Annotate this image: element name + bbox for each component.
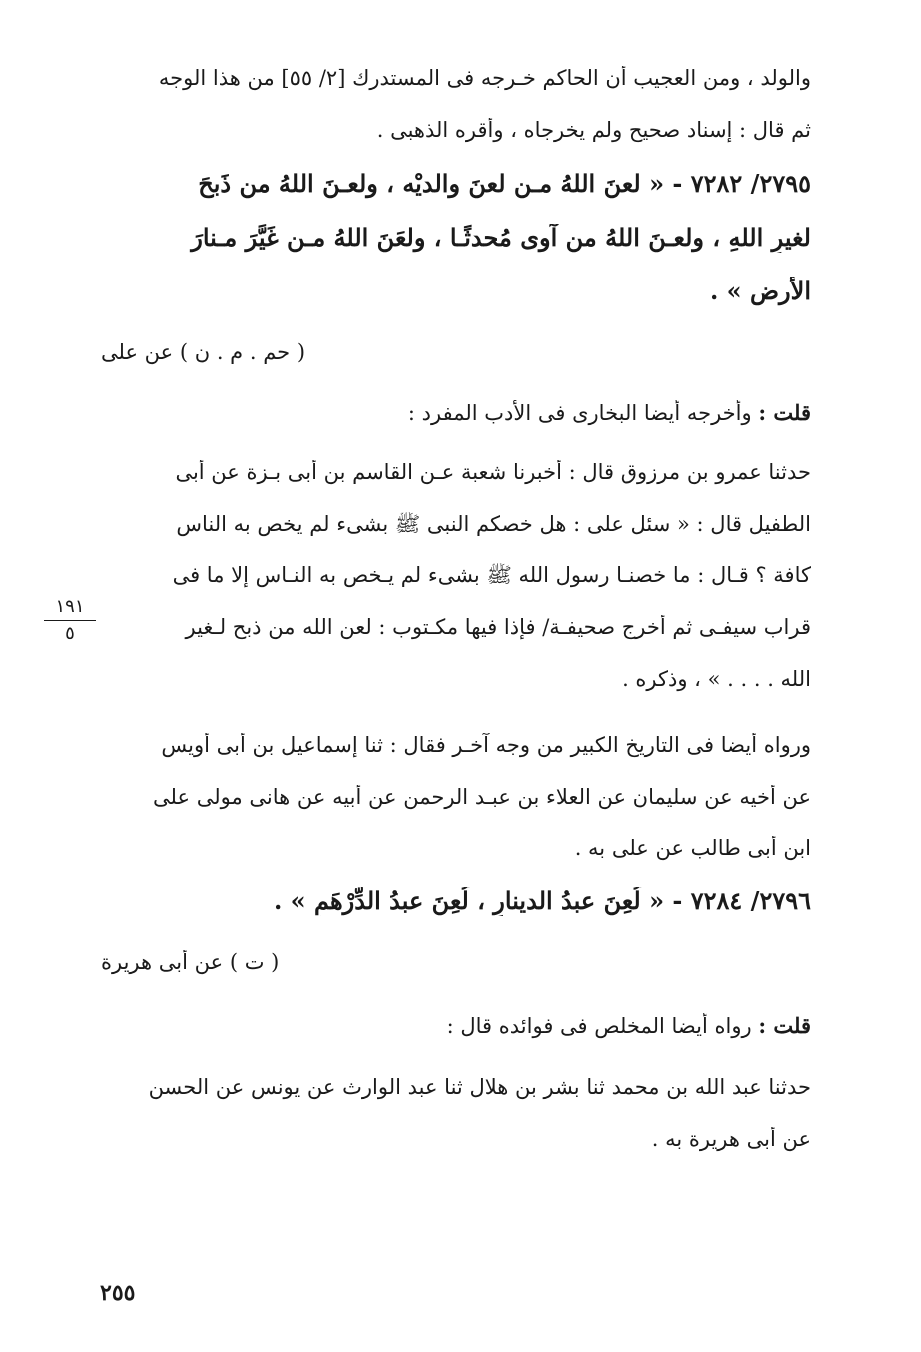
page-number: ٢٥٥ xyxy=(100,1280,136,1306)
hadith-source: ( ت ) عن أبى هريرة xyxy=(101,950,280,974)
hadith-line: ٢٧٩٥/ ٧٢٨٢ - « لعنَ اللهُ مـن لعنَ والديْه ، ولعـنَ اللهُ من ذَبحَ xyxy=(198,170,811,198)
text-line: ثم قال : إسناد صحيح ولم يخرجاه ، وأقره الذهبى . xyxy=(376,118,811,142)
text-line: والولد ، ومن العجيب أن الحاكم خـرجه فى المستدرك [٢/ ٥٥] من هذا الوجه xyxy=(158,66,811,90)
commentary-text: رواه أيضا المخلص فى فوائده قال : xyxy=(446,1014,752,1038)
hadith-line: الأرضِ » . xyxy=(709,277,811,305)
text-line: حدثنا عبد الله بن محمد ثنا بشر بن هلال ثنا عبد الوارث عن يونس عن الحسن xyxy=(148,1075,811,1099)
hadith-line: لغيرِ اللهِ ، ولعـنَ اللهُ من آوى مُحدثًـا ، ولعَنَ اللهُ مـن غَيَّرَ مـنارَ xyxy=(191,224,811,252)
text-line: قراب سيفـى ثم أخرج صحيفـة/ فإذا فيها مكـتوب : لعن الله من ذبح لـغير xyxy=(185,615,811,639)
text-line: ورواه أيضا فى التاريخ الكبير من وجه آخـر فقال : ثنا إسماعيل بن أبى أويس xyxy=(161,733,811,757)
text-line: ابن أبى طالب عن على به . xyxy=(574,836,811,860)
qult-label: قلت : xyxy=(758,1013,811,1038)
margin-volume-page: ١٩١ xyxy=(55,596,85,617)
text-line: الطفيل قال : « سئل على : هل خصكم النبى ﷺ بشىء لم يخص به الناس xyxy=(176,512,811,536)
text-line: عن أبى هريرة به . xyxy=(651,1127,811,1151)
hadith-source: ( حم . م . ن ) عن على xyxy=(101,340,306,364)
hadith-line: ٢٧٩٦/ ٧٢٨٤ - « لُعِنَ عبدُ الدينارِ ، لُعِنَ عبدُ الدِّرْهَمِ » . xyxy=(273,887,811,915)
margin-part: ٥ xyxy=(65,622,75,644)
commentary-line xyxy=(101,1013,811,1039)
text-line: الله . . . . » ، وذكره . xyxy=(622,667,811,691)
commentary-line xyxy=(101,400,811,426)
margin-fraction-rule xyxy=(44,620,96,621)
text-line: عن أخيه عن سليمان عن العلاء بن عبـد الرحمن عن أبيه عن هانى مولى على xyxy=(153,785,811,809)
text-line: كافة ؟ قـال : ما خصنـا رسول الله ﷺ بشىء لم يـخص به النـاس إلا ما فى xyxy=(172,563,811,587)
qult-label: قلت : xyxy=(758,400,811,425)
commentary-text: وأخرجه أيضا البخارى فى الأدب المفرد : xyxy=(407,401,752,425)
margin-reference xyxy=(40,596,100,644)
text-line: حدثنا عمرو بن مرزوق قال : أخبرنا شعبة عـن القاسم بن أبى بـزة عن أبى xyxy=(175,460,811,484)
